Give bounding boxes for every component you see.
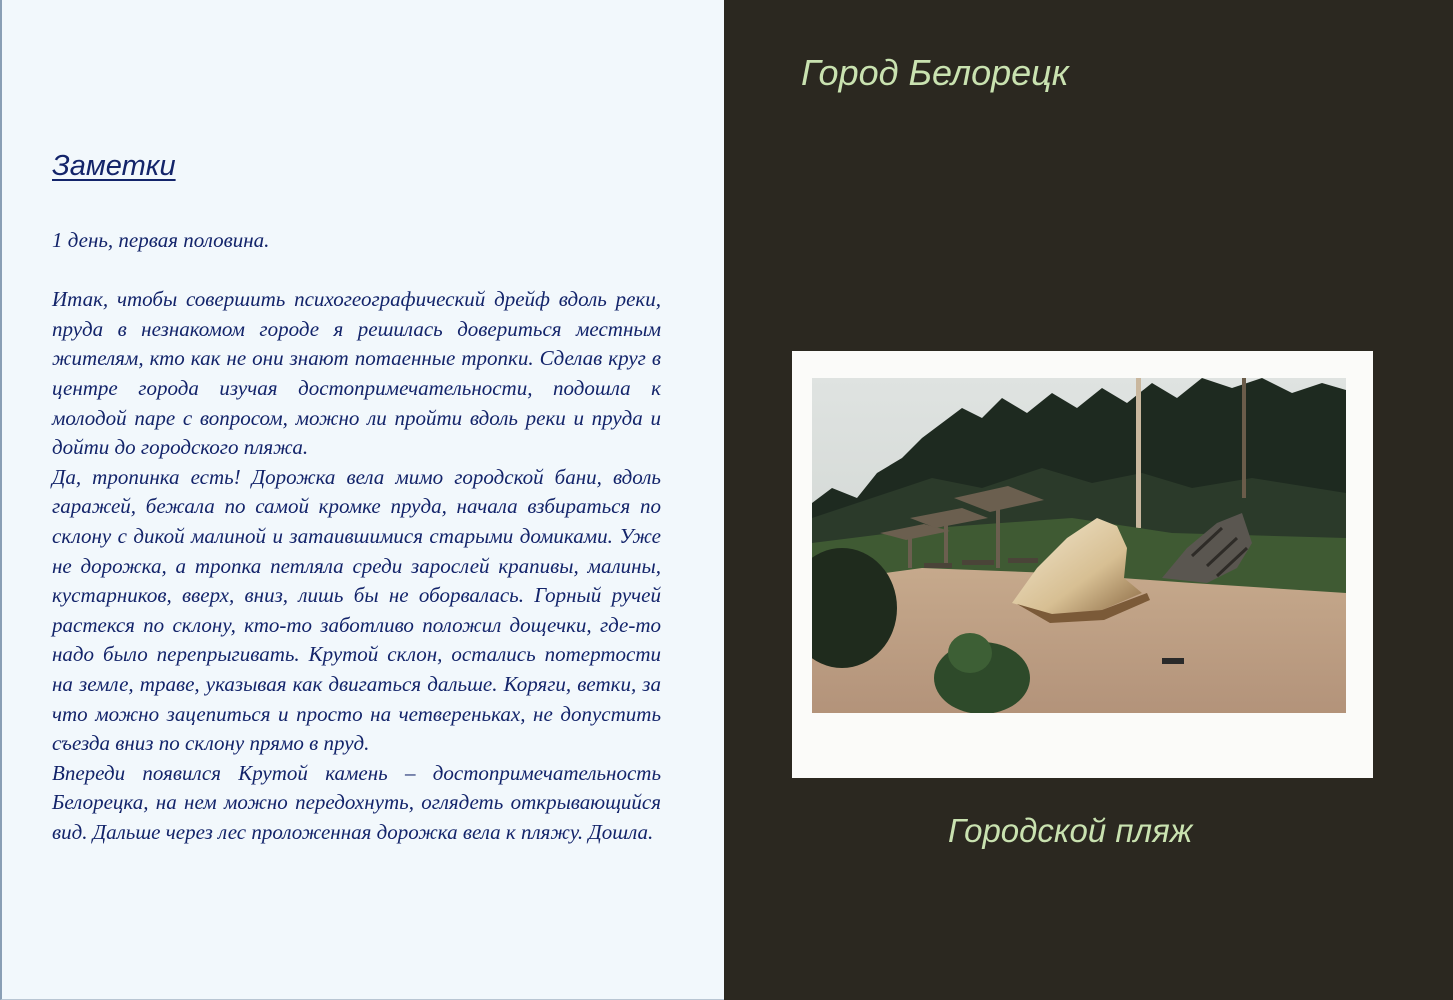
photo-caption: Городской пляж <box>948 812 1193 849</box>
notes-paragraph: Впереди появился Крутой камень – достопримечательность Белорецка, на нем можно передохнуть, оглядеть открывающийся вид. Дальше через лес проложенная дорожка вела к пляжу. Дошла. <box>52 760 661 844</box>
notes-date-line: 1 день, первая половина. <box>52 228 270 252</box>
notes-body <box>52 226 661 847</box>
notes-heading: Заметки <box>52 150 176 182</box>
notes-paragraph: Да, тропинка есть! Дорожка вела мимо городской бани, вдоль гаражей, бежала по самой кромке пруда, начала взбираться по склону с дикой малиной и затаившимися старыми домиками. Уже не дорожка, а тропка петляла среди зарослей крапивы, малины, кустарников, вверх, вниз, лишь бы не оборвалась. Горный ручей растекся по склону, кто-то заботливо положил дощечки, где-то надо было перепрыгивать. Крутой склон, остались потертости на земле, траве, указывая как двигаться дальше. Коряги, ветки, за что можно зацепиться и просто на четвереньках, не допустить съезда вниз по склону прямо в пруд. <box>52 464 661 756</box>
beach-photo <box>812 378 1346 713</box>
city-title: Город Белорецк <box>801 52 1069 93</box>
notes-paragraph: Итак, чтобы совершить психогеографический дрейф вдоль реки, пруда в незнакомом городе я решилась довериться местным жителям, кто как не они знают потаенные тропки. Сделав круг в центре города изучая достопримечательности, подошла к молодой паре с вопросом, можно ли пройти вдоль реки и пруда и дойти до городского пляжа. <box>52 287 661 460</box>
photo-page <box>724 0 1453 1000</box>
notes-page <box>0 0 724 1000</box>
instant-photo-frame <box>792 351 1373 778</box>
